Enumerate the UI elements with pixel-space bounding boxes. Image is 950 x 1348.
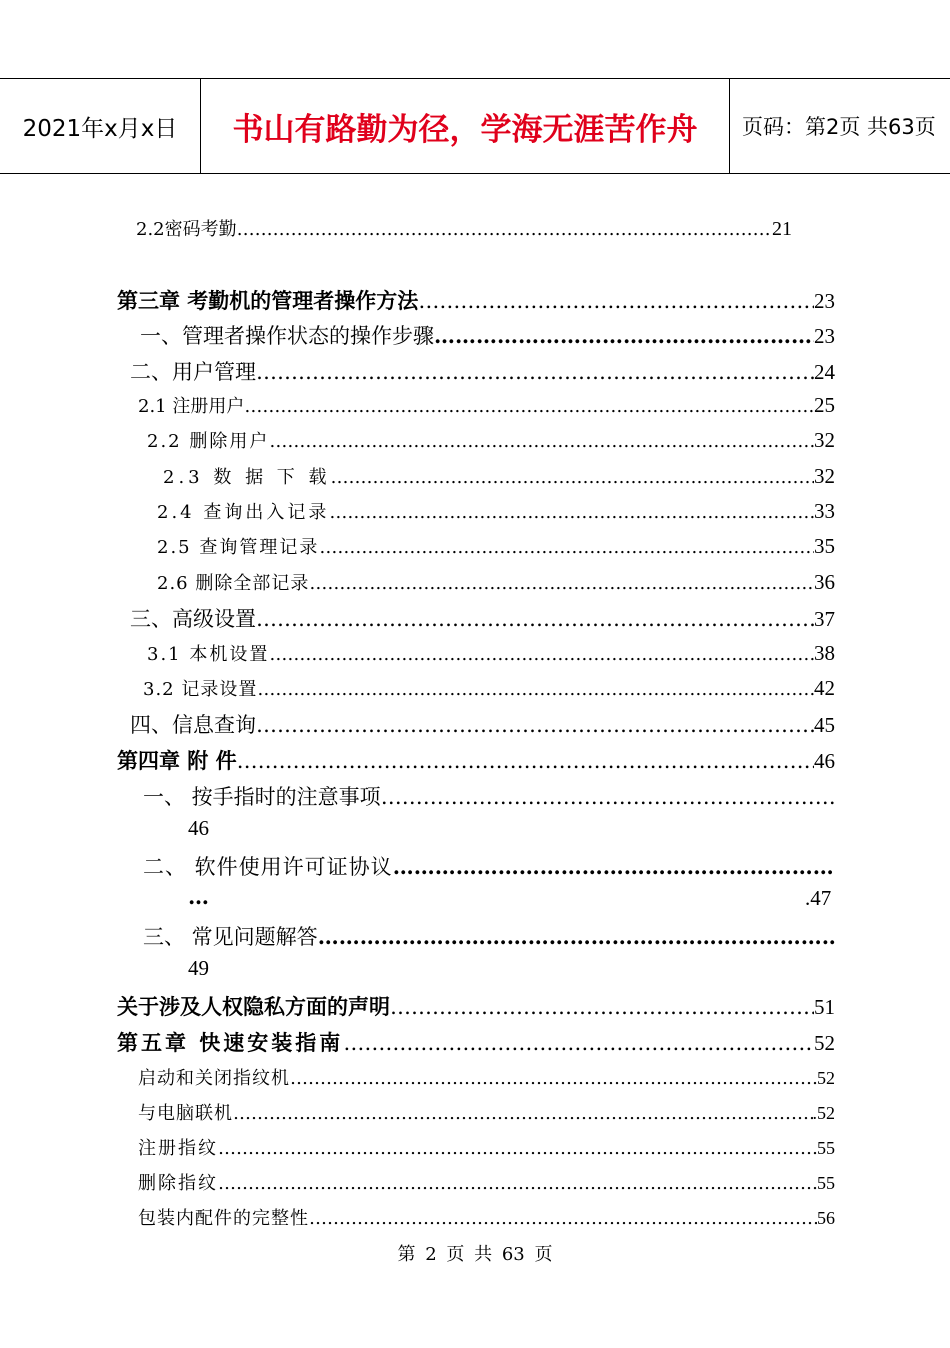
toc-entry-page: 46 <box>188 816 209 840</box>
toc-entry[interactable] <box>138 1169 835 1195</box>
toc-entry-title: 三、 常见问题解答 <box>143 925 318 949</box>
toc-leader-dots <box>318 924 835 949</box>
toc-entry-title: 2.1 注册用户 <box>138 396 245 417</box>
toc-entry[interactable] <box>117 745 835 775</box>
toc-entry[interactable] <box>143 781 835 811</box>
toc-entry-title: 删除指纹 <box>138 1173 218 1194</box>
toc-entry-title: 第四章 附 件 <box>117 748 237 773</box>
toc-entry-title: 二、 软件使用许可证协议 <box>143 855 393 879</box>
toc-entry-page: .52 <box>812 1103 835 1123</box>
toc-entry-page: 52 <box>814 1031 835 1055</box>
toc-entry-page: 46 <box>814 749 835 773</box>
toc-entry-page: 21 <box>772 218 792 240</box>
toc-entry-page: 55 <box>817 1138 835 1158</box>
toc-entry[interactable] <box>130 356 835 386</box>
toc-entry-title: 三、高级设置 <box>130 607 256 631</box>
toc-leader-dots <box>257 679 814 700</box>
toc-entry-page: 24 <box>814 360 835 384</box>
toc-entry[interactable] <box>130 603 835 633</box>
toc-entry-page: 23 <box>814 289 835 313</box>
toc-entry-title: 一、 按手指时的注意事项 <box>143 785 381 809</box>
toc-entry-page: 32 <box>814 428 835 452</box>
toc-leader-dots <box>309 573 814 594</box>
toc-entry[interactable] <box>138 1204 835 1230</box>
toc-entry-title: 3.2 记录设置 <box>143 679 258 700</box>
toc-leader-dots <box>393 854 835 879</box>
toc-entry[interactable] <box>163 463 835 489</box>
toc-entry-page: 23 <box>814 324 835 348</box>
toc-leader-dots <box>218 1173 817 1194</box>
toc-entry-page: 49 <box>188 956 209 980</box>
header-date: 2021年x月x日 <box>22 115 178 142</box>
toc-leader-dots <box>343 1031 814 1055</box>
toc-entry-page: 42 <box>814 676 835 700</box>
toc-entry[interactable] <box>140 320 835 350</box>
toc-entry-page: 55 <box>817 1173 835 1193</box>
toc-entry-page: 25 <box>814 393 835 417</box>
toc-entry-title: 四、信息查询 <box>130 713 256 737</box>
toc-entry-page: 45 <box>814 713 835 737</box>
page-header <box>0 78 950 174</box>
toc-leader-dots <box>256 713 814 737</box>
toc-leader-dots <box>319 537 814 558</box>
toc-leader-dots <box>237 219 772 240</box>
toc-entry[interactable] <box>157 498 835 524</box>
toc-leader-dots <box>381 785 835 809</box>
toc-entry[interactable] <box>147 427 835 453</box>
toc-entry-page: 32 <box>814 464 835 488</box>
page-footer: 第 2 页 共 63 页 <box>397 1244 553 1265</box>
toc-entry-title: 注册指纹 <box>138 1138 218 1159</box>
toc-entry[interactable] <box>157 569 835 595</box>
toc-entry-page: 38 <box>814 641 835 665</box>
toc-entry-title: 与电脑联机 <box>138 1103 233 1124</box>
toc-entry[interactable] <box>130 709 835 739</box>
toc-entry[interactable] <box>138 392 835 418</box>
toc-entry-page: 37 <box>814 607 835 631</box>
toc-entry-title: 第三章 考勤机的管理者操作方法 <box>117 288 419 313</box>
toc-entry-page: 33 <box>814 499 835 523</box>
toc-entry[interactable] <box>117 1027 835 1057</box>
toc-entry-page: 52 <box>817 1068 835 1088</box>
toc-entry-title: 第五章 快速安装指南 <box>117 1030 344 1055</box>
toc-leader-dots <box>390 995 814 1019</box>
toc-leader-dots <box>233 1103 813 1124</box>
toc-entry-page: .47 <box>805 886 832 910</box>
toc-entry-title: 二、用户管理 <box>130 360 256 384</box>
toc-entry[interactable] <box>157 533 835 559</box>
toc-entry[interactable] <box>117 285 835 315</box>
toc-entry-title: 2.2 删除用户 <box>147 431 270 452</box>
toc-entry[interactable] <box>143 921 835 951</box>
toc-leader-dots: … <box>188 884 209 909</box>
toc-entry[interactable] <box>143 675 835 701</box>
toc-leader-dots <box>329 502 814 523</box>
toc-entry-page: 56 <box>817 1208 835 1228</box>
toc-leader-dots <box>434 323 814 348</box>
toc-leader-dots <box>244 396 814 417</box>
toc-entry[interactable] <box>143 851 835 881</box>
toc-leader-dots <box>256 607 814 631</box>
toc-entry-page: 35 <box>814 534 835 558</box>
toc-leader-dots <box>269 431 814 452</box>
toc-entry-title: 3.1 本机设置 <box>147 644 270 665</box>
toc-entry-title: 2.5 查询管理记录 <box>157 537 320 558</box>
header-motto: 书山有路勤为径，学海无涯苦作舟 <box>200 79 730 173</box>
toc-entry-page: 51 <box>814 995 835 1019</box>
toc-entry-title: 2.2密码考勤 <box>136 219 237 240</box>
header-page-info: 页码：第2页 共63页 <box>742 115 936 139</box>
toc-leader-dots <box>269 644 814 665</box>
toc-leader-dots <box>256 360 814 384</box>
toc-entry-title: 一、管理者操作状态的操作步骤 <box>140 324 434 348</box>
toc-leader-dots <box>309 1208 817 1229</box>
toc-entry[interactable] <box>138 1134 835 1160</box>
toc-leader-dots <box>218 1138 817 1159</box>
toc-leader-dots <box>290 1068 817 1089</box>
toc-entry-title: 2.3 数 据 下 载 <box>163 467 331 488</box>
toc-entry-title: 2.6 删除全部记录 <box>157 573 310 594</box>
toc-entry-page: 36 <box>814 570 835 594</box>
toc-entry-title: 启动和关闭指纹机 <box>138 1068 290 1089</box>
toc-entry[interactable] <box>138 1099 835 1125</box>
toc-leader-dots <box>237 749 814 773</box>
toc-entry-title: 关于涉及人权隐私方面的声明 <box>117 994 390 1019</box>
toc-entry[interactable] <box>136 215 792 241</box>
toc-entry[interactable] <box>138 1064 835 1090</box>
toc-entry[interactable] <box>147 640 835 666</box>
toc-entry-title: 2.4 查询出入记录 <box>157 502 330 523</box>
toc-leader-dots <box>418 289 814 313</box>
toc-entry[interactable] <box>117 991 835 1021</box>
toc-entry-title: 包装内配件的完整性 <box>138 1208 309 1229</box>
toc-leader-dots <box>331 467 814 488</box>
